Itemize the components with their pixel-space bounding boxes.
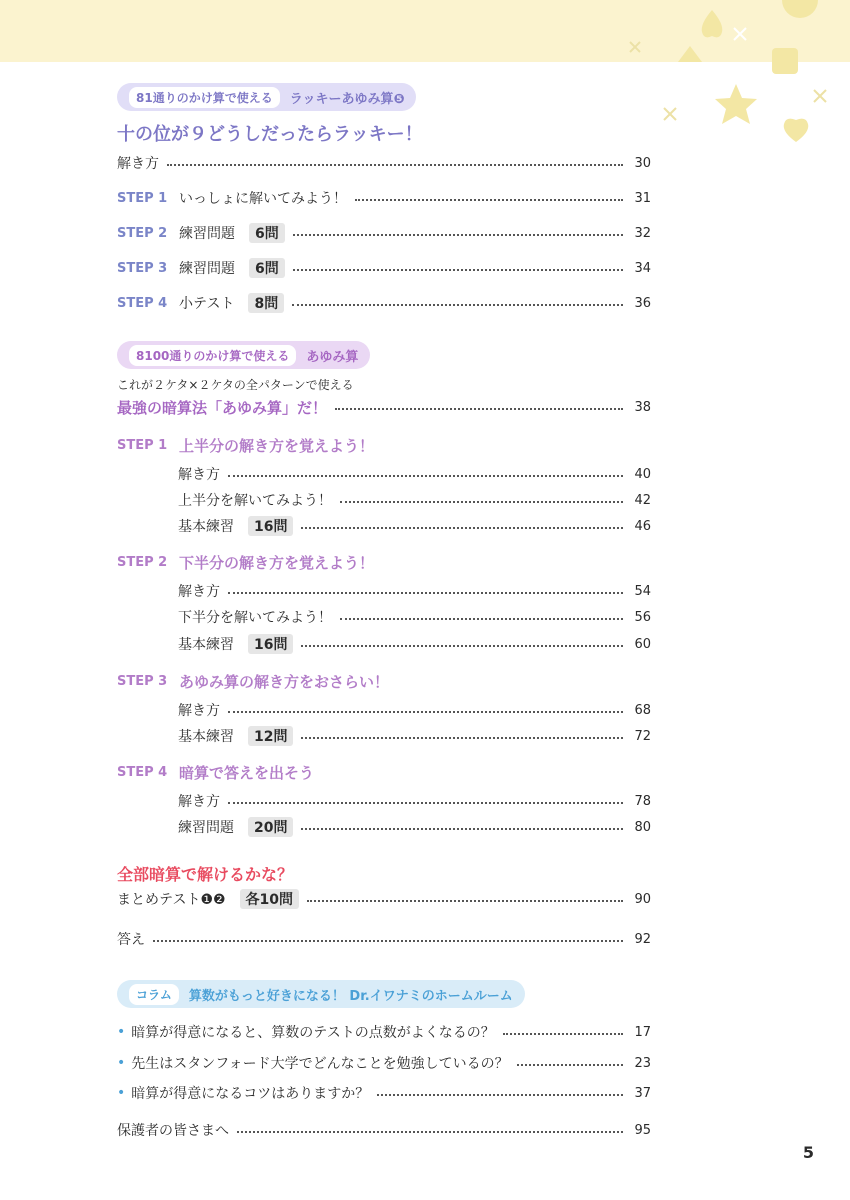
toc-entry[interactable] [178,464,651,484]
entry-label: まとめテスト❶❷ [117,892,226,908]
leader-dots [301,645,623,647]
decorative-shapes-icon [620,0,850,160]
toc-entry[interactable] [178,817,651,837]
bullet-icon: • [117,1055,126,1071]
toc-entry[interactable] [178,607,651,627]
page-number: 56 [634,609,651,625]
leader-dots [355,199,623,201]
step-label: STEP 1 [117,190,168,206]
toc-entry[interactable] [117,1022,651,1042]
question-count-badge: 12問 [248,726,293,746]
leader-dots [228,802,623,804]
leader-dots [228,711,623,713]
leader-dots [340,618,623,620]
step-title: 暗算で答えを出そう [179,763,315,782]
page-number: 34 [634,260,651,276]
step-heading [117,435,374,455]
page-number: 17 [634,1024,651,1040]
section-tag: 81通りのかけ算で使える [129,87,280,108]
leader-dots [293,269,623,271]
entry-label: 先生はスタンフォード大学でどんなことを勉強しているの？ [131,1056,509,1072]
toc-entry[interactable] [178,516,651,536]
triangle-icon [678,46,702,62]
toc-entry[interactable] [178,634,651,654]
question-count-badge: 6問 [249,223,285,243]
section-intro: これが２ケタ×２ケタの全パターンで使える [117,378,354,392]
toc-entry[interactable] [178,726,651,746]
section-title: ラッキーあゆみ算❺ [289,91,405,107]
step-heading [117,762,314,782]
page-number: 42 [634,492,651,508]
section-pill [117,341,370,369]
step-label: STEP 3 [117,673,168,689]
heart-icon [784,119,809,142]
column-tag: コラム [129,984,179,1005]
toc-entry[interactable] [178,791,651,811]
step-heading [117,552,374,572]
entry-label: 上半分を解いてみよう！ [178,493,332,509]
step-title: 下半分の解き方を覚えよう！ [179,553,375,572]
toc-entry[interactable] [117,1053,651,1073]
toc-entry[interactable] [178,581,651,601]
column-pill [117,980,525,1008]
step-label: STEP 2 [117,225,168,241]
question-count-badge: 8問 [248,293,284,313]
toc-entry[interactable] [178,490,651,510]
entry-label: 基本練習 [178,519,234,535]
page-number: 68 [634,702,651,718]
entry-label: 練習問題 [179,226,235,242]
page-number-footer: 5 [802,1143,814,1162]
entry-label: 小テスト [179,296,235,312]
step-label: STEP 2 [117,554,168,570]
page-number: 92 [634,931,651,947]
entry-label: 答え [117,932,145,948]
question-count-badge: 6問 [249,258,285,278]
section-pill [117,83,416,111]
page-number: 31 [634,190,651,206]
page-number: 30 [634,155,651,171]
leader-dots [335,408,623,410]
question-count-badge: 16問 [248,634,293,654]
leader-dots [153,940,623,942]
leader-dots [292,304,623,306]
page-number: 38 [634,399,651,415]
bullet-icon: • [117,1085,126,1101]
page-number: 36 [634,295,651,311]
entry-label: 下半分を解いてみよう！ [178,610,332,626]
leader-dots [517,1064,623,1066]
leader-dots [167,164,623,166]
leader-dots [301,737,623,739]
leader-dots [228,475,623,477]
bullet-icon: • [117,1024,126,1040]
step-label: STEP 3 [117,260,168,276]
page-number: 95 [634,1122,651,1138]
entry-label: 最強の暗算法「あゆみ算」だ！ [117,398,328,417]
page-number: 32 [634,225,651,241]
page-number: 23 [634,1055,651,1071]
toc-entry[interactable] [117,153,651,173]
leader-dots [377,1094,623,1096]
step-label: STEP 4 [117,295,168,311]
section-heading: 十の位が９どうしだったらラッキー！ [117,124,423,145]
question-count-badge: 20問 [248,817,293,837]
question-count-badge: 各10問 [240,889,299,909]
entry-label: 解き方 [178,794,220,810]
toc-entry[interactable] [117,929,651,949]
entry-label: 基本練習 [178,637,234,653]
page-number: 37 [634,1085,651,1101]
section-heading: 全部暗算で解けるかな？ [117,865,294,884]
page-number: 54 [634,583,651,599]
page-number: 60 [634,636,651,652]
circle-icon [782,0,818,18]
page-number: 78 [634,793,651,809]
toc-entry[interactable] [117,223,651,243]
toc-entry[interactable] [117,889,651,909]
page-number: 46 [634,518,651,534]
leader-dots [307,900,623,902]
leader-dots [293,234,623,236]
spade-icon [702,10,723,37]
entry-label: 基本練習 [178,729,234,745]
toc-entry[interactable] [117,397,651,417]
toc-entry[interactable] [117,293,651,313]
toc-entry[interactable] [117,1120,651,1140]
section-tag: 8100通りのかけ算で使える [129,345,296,366]
entry-label: 解き方 [178,703,220,719]
toc-entry[interactable] [117,258,651,278]
toc-entry[interactable] [117,188,651,208]
leader-dots [237,1131,623,1133]
section-title: あゆみ算 [306,349,359,365]
entry-label: 暗算が得意になると、算数のテストの点数がよくなるの？ [131,1025,495,1041]
entry-label: いっしょに解いてみよう！ [179,191,347,207]
entry-label: 練習問題 [178,820,234,836]
leader-dots [301,828,623,830]
step-label: STEP 4 [117,764,168,780]
entry-label: 暗算が得意になるコツはありますか？ [131,1086,370,1102]
page-number: 40 [634,466,651,482]
step-title: あゆみ算の解き方をおさらい！ [179,672,390,691]
step-title: 上半分の解き方を覚えよう！ [179,436,375,455]
question-count-badge: 16問 [248,516,293,536]
page-number: 90 [634,891,651,907]
entry-label: 解き方 [117,156,159,172]
page-number: 72 [634,728,651,744]
entry-label: 練習問題 [179,261,235,277]
star-icon [715,84,757,124]
toc-entry[interactable] [178,700,651,720]
step-label: STEP 1 [117,437,168,453]
square-icon [772,48,798,74]
leader-dots [228,592,623,594]
leader-dots [340,501,623,503]
column-title: 算数がもっと好きになる！ Dr.イワナミのホームルーム [188,988,513,1004]
entry-label: 保護者の皆さまへ [117,1123,229,1139]
entry-label: 解き方 [178,467,220,483]
leader-dots [301,527,623,529]
toc-entry[interactable] [117,1083,651,1103]
page-number: 80 [634,819,651,835]
step-heading [117,671,389,691]
leader-dots [503,1033,623,1035]
entry-label: 解き方 [178,584,220,600]
